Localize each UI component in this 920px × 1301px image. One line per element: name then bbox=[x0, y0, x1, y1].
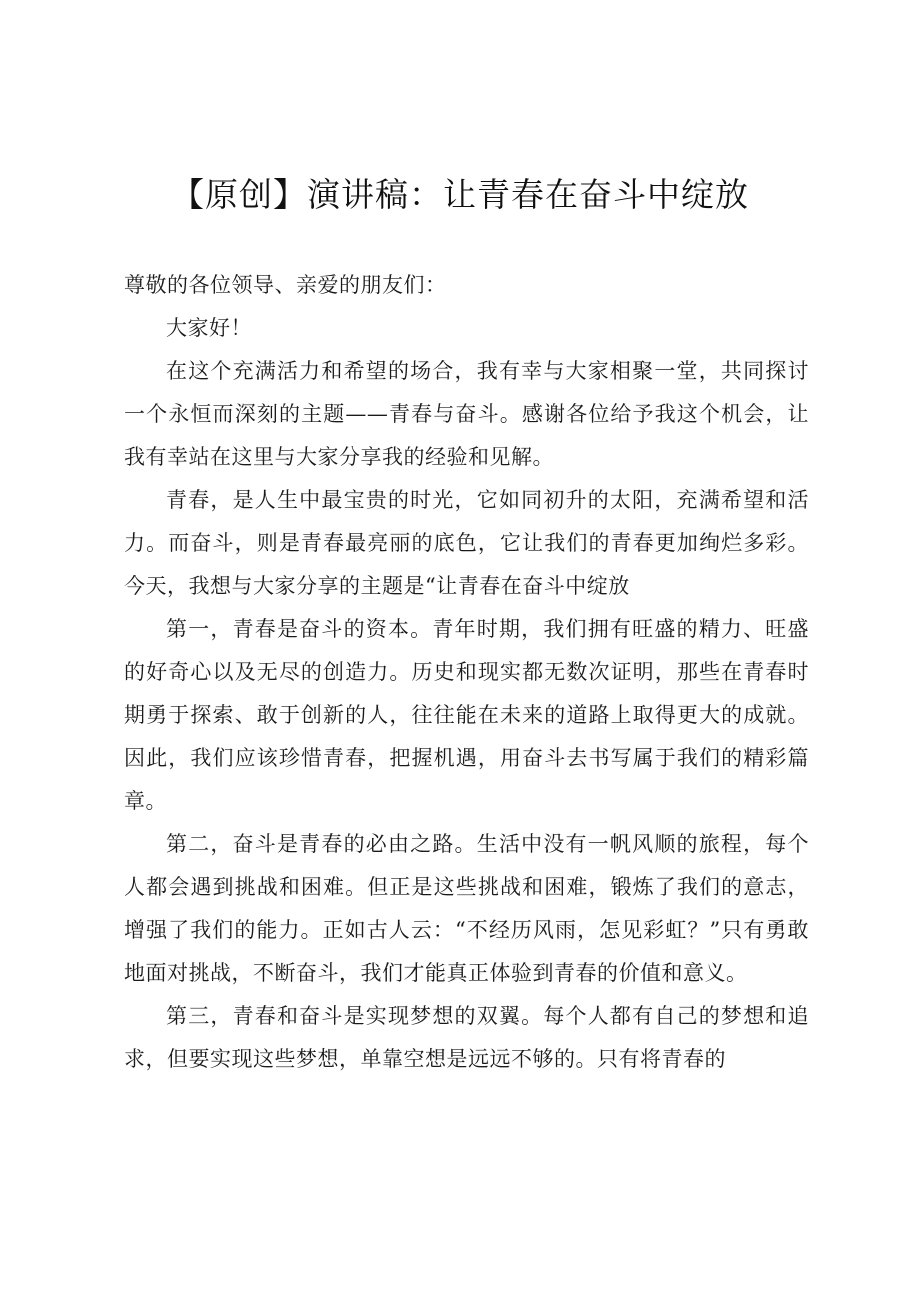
paragraph-intro: 在这个充满活力和希望的场合，我有幸与大家相聚一堂，共同探讨一个永恒而深刻的主题——青春与奋斗。感谢各位给予我这个机会，让我有幸站在这里与大家分享我的经验和见解。 bbox=[124, 359, 809, 469]
greeting: 大家好！ bbox=[166, 316, 252, 340]
paragraph-third-point: 第三，青春和奋斗是实现梦想的双翼。每个人都有自己的梦想和追求，但要实现这些梦想，单靠空想是远远不够的。只有将青春的 bbox=[124, 1004, 809, 1071]
document-title: 【原创】演讲稿：让青春在奋斗中绽放 bbox=[171, 175, 749, 214]
paragraph-youth: 青春，是人生中最宝贵的时光，它如同初升的太阳，充满希望和活力。而奋斗，则是青春最亮丽的底色，它让我们的青春更加绚烂多彩。今天，我想与大家分享的主题是“让青春在奋斗中绽放 bbox=[124, 488, 809, 598]
salutation: 尊敬的各位领导、亲爱的朋友们： bbox=[124, 273, 447, 297]
paragraph-second-point: 第二，奋斗是青春的必由之路。生活中没有一帆风顺的旅程，每个人都会遇到挑战和困难。但正是这些挑战和困难，锻炼了我们的意志，增强了我们的能力。正如古人云：“不经历风雨，怎见彩虹？”只有勇敢地面对挑战，不断奋斗，我们才能真正体验到青春的价值和意义。 bbox=[124, 832, 809, 985]
document-body bbox=[124, 264, 809, 1081]
paragraph-first-point: 第一，青春是奋斗的资本。青年时期，我们拥有旺盛的精力、旺盛的好奇心以及无尽的创造力。历史和现实都无数次证明，那些在青春时期勇于探索、敢于创新的人，往往能在未来的道路上取得更大的成就。因此，我们应该珍惜青春，把握机遇，用奋斗去书写属于我们的精彩篇章。 bbox=[124, 617, 809, 813]
